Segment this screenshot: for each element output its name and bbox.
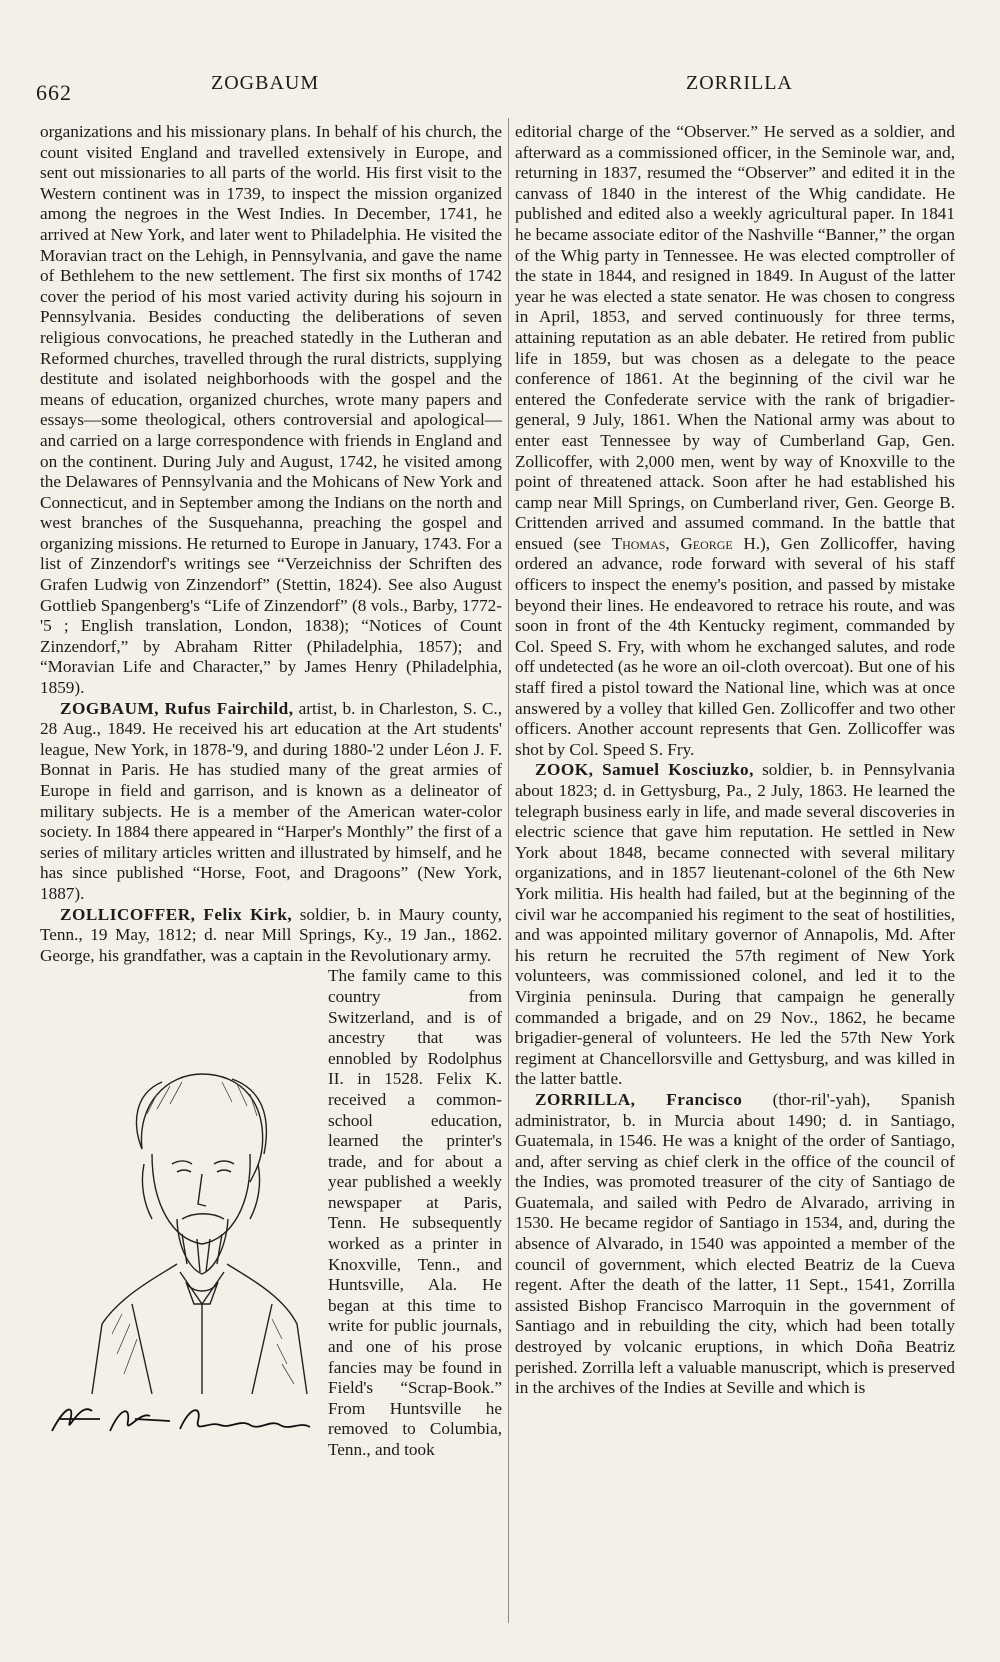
thomas-cross-reference: Thomas, George H. xyxy=(611,533,761,553)
zinzendorf-continuation: organizations and his missionary plans. In behalf of his church, the count visited England and travelled extensively in Europe, and sent out missionaries to all parts of the world. His first visit to the Western continent was in 1739, to inspect the mission organized among the negroes in the West Indies. In December, 1741, he arrived at New York, and later went to Philadelphia. He visited the Moravian tract on the Lehigh, in Pennsylvania, and gave the name of Bethlehem to the new settlement. The first six months of 1742 cover the period of his most varied activity during his sojourn in Pennsylvania. Besides conducting the deliberations of seven religious convocations, he preached statedly in the Lutheran and Reformed churches, travelled through the rural districts, supplying destitute and isolated neighborhoods with the gospel and the means of education, organized churches, wrote many papers and essays—some theological, others controversial and apological—and carried on a large correspondence with friends in England and on the continent. During July and August, 1742, he visited among the Delawares of Pennsylvania and the Mohicans of New York and Connecticut, and in September among the Indians on the north and west branches of the Susquehanna, preaching the gospel and organizing missions. He returned to Europe in January, 1743. For a list of Zinzendorf's writings see “Verzeichniss der Schriften des Grafen Ludwig von Zinzendorf” (Stettin, 1824). See also August Gottlieb Spangenberg's “Life of Zinzendorf” (8 vols., Barby, 1772-'5 ; English translation, London, 1838); “Notices of Count Zinzendorf,” by Abraham Ritter (Philadelphia, 1857); and “Moravian Life and Character,” by James Henry (Philadelphia, 1859). xyxy=(40,122,502,698)
right-column xyxy=(515,122,955,1399)
zollicoffer-continuation xyxy=(515,122,955,760)
zook-entry xyxy=(515,760,955,1090)
zogbaum-headword: ZOGBAUM, Rufus Fairchild, xyxy=(60,698,294,718)
page-number: 662 xyxy=(36,80,72,105)
zollicoffer-cont-text-b: ), Gen Zollicoffer, having ordered an advance, rode forward with several of his staff officers to inspect the enemy's position, and passed by mistake beyond their lines. He endeavored to retrace his route, and was soon in front of the 4th Kentucky regiment, commanded by Col. Speed S. Fry, with whom he exchanged salutes, and rode off undetected (as he wore an oil-cloth overcoat). But one of his staff fired a pistol toward the National line, which was at once answered by a volley that killed Gen. Zollicoffer and two other officers. Another account represents that Gen. Zollicoffer was shot by Col. Speed S. Fry. xyxy=(515,533,955,759)
column-divider xyxy=(508,118,509,1623)
zollicoffer-text-b: The family came to this country from Switzerland, and is of ancestry that was ennobled by Rodolphus II. in 1528. Felix K. received a common-school education, learned the printer's trade, and for about a year published a weekly newspaper at Paris, Tenn. He subsequently worked as a printer in Knoxville, Tenn., and Huntsville, Ala. He began at this time to write for public journals, and one of his prose fancies may be found in Field's “Scrap-Book.” From Huntsville he removed to Columbia, Tenn., and took xyxy=(328,966,502,1459)
zook-headword: ZOOK, Samuel Kosciuzko, xyxy=(535,760,754,780)
zook-text: soldier, b. in Pennsylvania about 1823; d. in Gettysburg, Pa., 2 July, 1863. He learned the telegraph business early in life, and made several discoveries in electric science that gave him reputation. He settled in New York about 1848, became connected with several military organizations, and in 1857 lieutenant-colonel of the 6th New York militia. His health had failed, but at the beginning of the civil war he accompanied his regiment to the seat of hostilities, and was appointed military governor of Annapolis, Md. After his return he recruited the 57th regiment of New York volunteers, was commissioned colonel, and led it to the Virginia peninsula. During that campaign he generally commanded a brigade, and on 29 Nov., 1862, he became brigadier-general of volunteers. He led the 57th New York regiment at Chancellorsville and Gettysburg, and was killed in the latter battle. xyxy=(515,760,955,1089)
zollicoffer-entry xyxy=(40,905,502,967)
header-left-title: ZOGBAUM xyxy=(211,72,320,94)
header-right-title: ZORRILLA xyxy=(686,72,793,94)
zogbaum-text: artist, b. in Charleston, S. C., 28 Aug., 1849. He received his art education at the Art students' league, New York, in 1878-'9, and during 1880-'2 under Léon J. F. Bonnat in Paris. He has studied many of the great armies of Europe in field and garrison, and is known as a delineator of military subjects. He is a member of the American water-color society. In 1884 there appeared in “Harper's Monthly” the first of a series of military articles written and illustrated by himself, and he has since published “Horse, Foot, and Dragoons” (New York, 1887). xyxy=(40,698,502,903)
zorrilla-text: (thor-ril'-yah), Spanish administrator, b. in Murcia about 1490; d. in Santiago, Guatemala, in 1546. He was a knight of the order of Santiago, and, after serving as chief clerk in the office of the council of the Indies, was promoted treasurer of the city of Santiago de Guatemala, and sailed with Pedro de Alvarado, arriving in 1530. He became regidor of Santiago in 1534, and, during the absence of Alvarado, in 1540 was appointed a member of the council of government, which elected Beatriz de la Cueva regent. After the death of the latter, 11 Sept., 1541, Zorrilla assisted Bishop Francisco Marroquin in the government of Santiago and in rebuilding the city, which had been totally destroyed by volcanic eruptions, in which Doña Beatriz perished. Zorrilla left a valuable manuscript, which is preserved in the archives of the Indies at Seville and which is xyxy=(515,1089,956,1398)
zorrilla-entry xyxy=(515,1090,955,1399)
zorrilla-headword: ZORRILLA, Francisco xyxy=(535,1089,743,1109)
zollicoffer-cont-text: editorial charge of the “Observer.” He served as a soldier, and afterward as a commissioned officer, in the Seminole war, and, returning in 1837, resumed the “Observer” and edited it in the canvass of 1840 in the interest of the Whig candidate. He published and edited also a weekly agricultural paper. In 1841 he became associate editor of the Nashville “Banner,” the organ of the Whig party in Tennessee. He was elected comptroller of the state in 1844, and resigned in 1849. In August of the latter year he was elected a state senator. He was chosen to congress in April, 1853, and served continuously for three terms, attaining reputation as an able debater. He retired from public life in 1859, but was chosen as a delegate to the peace conference of 1861. At the beginning of the civil war he entered the Confederate service with the rank of brigadier-general, 9 July, 1861. When the National army was about to enter east Tennessee by way of Cumberland Gap, Gen. Zollicoffer, with 2,000 men, went by way of Knoxville to the point of threatened attack. Soon after he had established his camp near Mill Springs, on Cumberland river, Gen. George B. Crittenden arrived and assumed command. In the battle that ensued (see xyxy=(515,122,955,553)
running-header xyxy=(36,72,796,112)
portrait-figure xyxy=(40,966,320,1576)
zollicoffer-portrait xyxy=(82,1054,312,1394)
zollicoffer-signature xyxy=(40,1391,320,1451)
zogbaum-entry xyxy=(40,699,502,905)
zollicoffer-text-a: soldier, b. in Maury county, Tenn., 19 May, 1812; d. near Mill Springs, Ky., 19 Jan., 1862. George, his grandfather, was a captain in the Revolutionary army. xyxy=(40,904,502,965)
left-column xyxy=(40,122,502,1576)
zollicoffer-headword: ZOLLICOFFER, Felix Kirk, xyxy=(60,904,293,924)
